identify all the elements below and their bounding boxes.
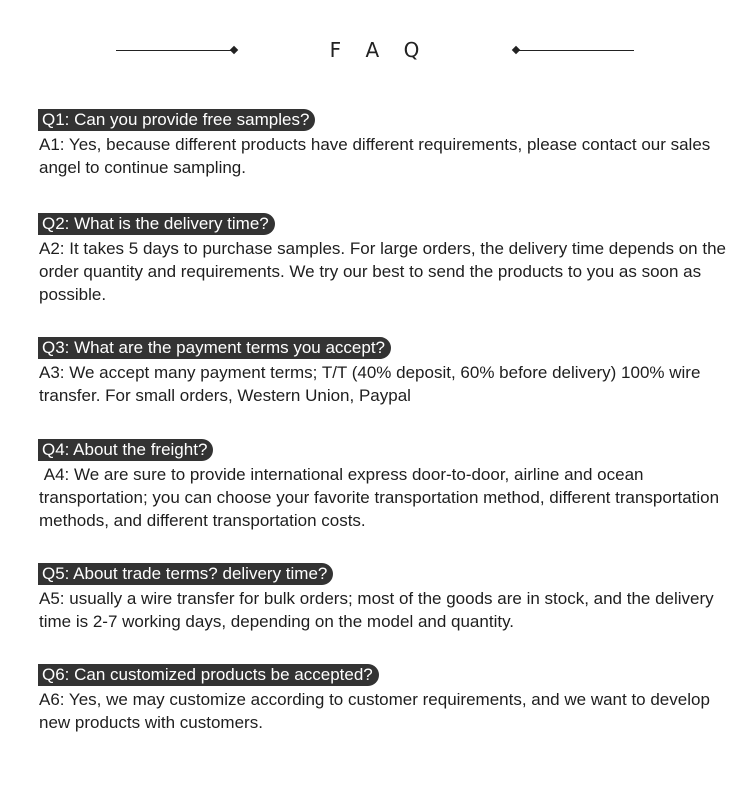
question-label: Q4: About the freight?: [38, 439, 213, 461]
question-label: Q1: Can you provide free samples?: [38, 109, 315, 131]
question-label: Q2: What is the delivery time?: [38, 213, 275, 235]
faq-item-2: [38, 213, 728, 306]
faq-item-3: [38, 337, 728, 407]
answer-text: A6: Yes, we may customize according to customer requirements, and we want to develop new products with customers.: [39, 690, 710, 732]
faq-item-5: [38, 563, 728, 633]
faq-item-6: [38, 664, 728, 734]
faq-item-1: [38, 109, 728, 179]
question-label: Q6: Can customized products be accepted?: [38, 664, 379, 686]
faq-item-4: [38, 439, 728, 532]
answer-text: A3: We accept many payment terms; T/T (40% deposit, 60% before delivery) 100% wire transfer. For small orders, Western Union, Paypal: [39, 363, 701, 405]
answer-text: A2: It takes 5 days to purchase samples. For large orders, the delivery time depends on the order quantity and requirements. We try our best to send the products to you as soon as possible.: [39, 239, 726, 304]
answer-text: A5: usually a wire transfer for bulk orders; most of the goods are in stock, and the delivery time is 2-7 working days, depending on the model and quantity.: [39, 589, 714, 631]
question-label: Q3: What are the payment terms you accept?: [38, 337, 391, 359]
page-title: F A Q: [329, 38, 429, 62]
faq-header: [0, 36, 750, 66]
question-label: Q5: About trade terms? delivery time?: [38, 563, 333, 585]
answer-text: A1: Yes, because different products have different requirements, please contact our sales angel to continue sampling.: [39, 135, 711, 177]
right-divider-line: [516, 50, 634, 51]
answer-text: A4: We are sure to provide international express door-to-door, airline and ocean transportation; you can choose your favorite transportation method, different transportation methods, and different transportation costs.: [39, 465, 724, 530]
